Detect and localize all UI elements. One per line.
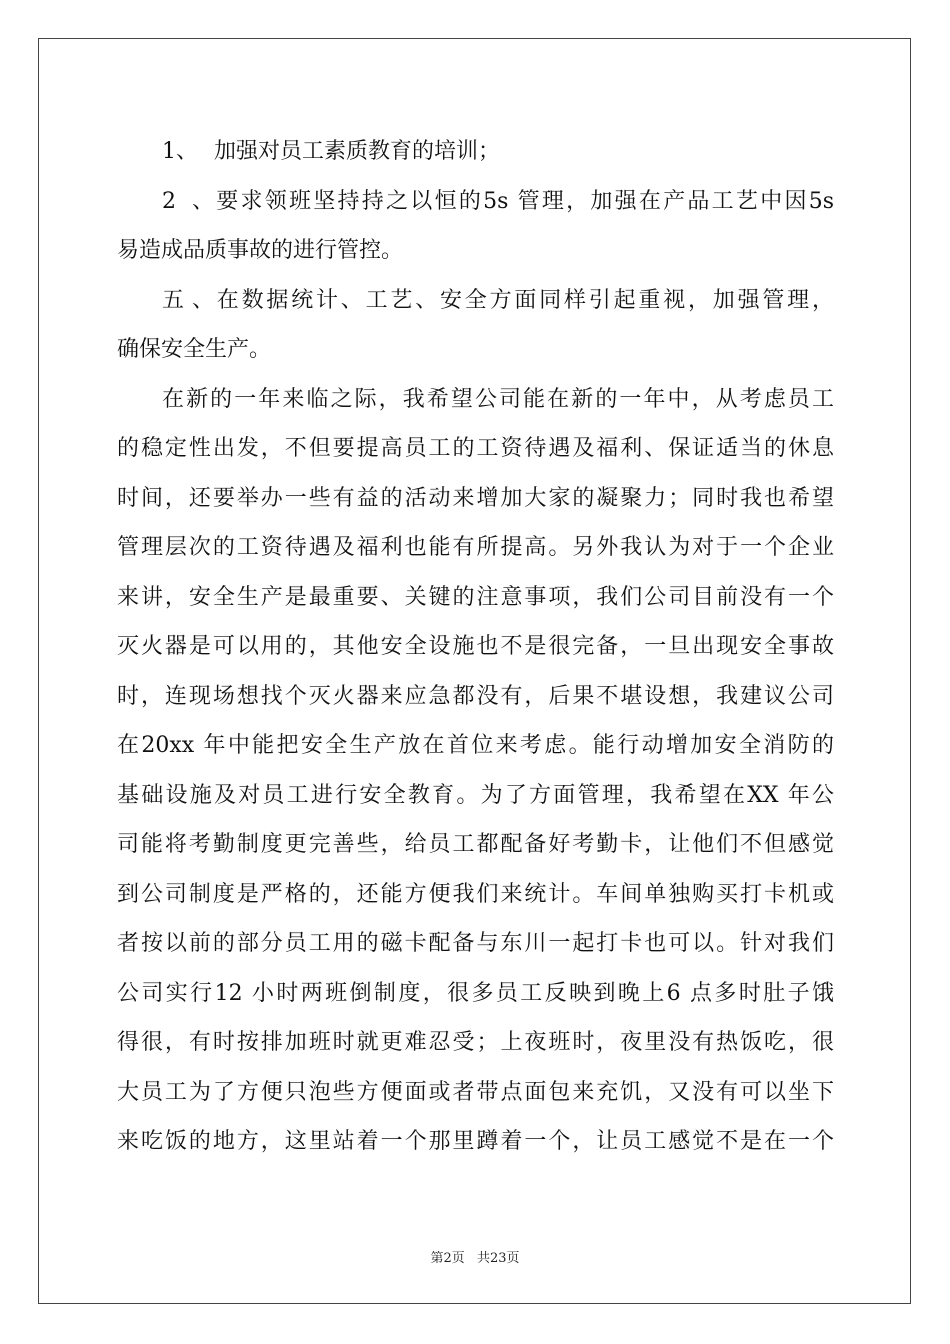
paragraph-line: 得很，有时按排加班时就更难忍受；上夜班时，夜里没有热饭吃，很 xyxy=(117,1030,834,1055)
page-total: 共23页 xyxy=(476,1251,520,1266)
paragraph-line: 到公司制度是严格的，还能方便我们来统计。车间单独购买打卡机或 xyxy=(117,881,834,907)
paragraph-line: 的稳定性出发，不但要提高员工的工资待遇及福利、保证适当的休息 xyxy=(117,436,834,461)
paragraph-line: 管理层次的工资待遇及福利也能有所提高。另外我认为对于一个企业 xyxy=(117,535,834,560)
item-number: 1、 xyxy=(162,139,198,164)
paragraph-line: 灭火器是可以用的，其他安全设施也不是很完备，一旦出现安全事故 xyxy=(117,634,834,659)
list-item-5-continued: 确保安全生产。 xyxy=(117,337,272,362)
page-number: 第2页 xyxy=(430,1251,465,1266)
paragraph-line: 公司实行12 小时两班倒制度，很多员工反映到晚上6 点多时肚子饿 xyxy=(117,980,834,1006)
paragraph-line: 在新的一年来临之际，我希望公司能在新的一年中，从考虑员工 xyxy=(162,386,834,412)
paragraph-line: 时，连现场想找个灭火器来应急都没有，后果不堪设想，我建议公司 xyxy=(117,683,834,709)
paragraph-line: 大员工为了方便只泡些方便面或者带点面包来充饥，又没有可以坐下 xyxy=(117,1079,834,1105)
item-number: 五、 xyxy=(162,287,214,313)
paragraph-line: 司能将考勤制度更完善些，给员工都配备好考勤卡，让他们不但感觉 xyxy=(117,832,834,857)
item-number: 2、 xyxy=(162,188,214,214)
list-item-5 xyxy=(117,276,834,326)
paragraph-line: 来讲，安全生产是最重要、关键的注意事项，我们公司目前没有一个 xyxy=(117,584,834,610)
item-text: 要求领班坚持持之以恒的5s 管理，加强在产品工艺中因5s xyxy=(214,188,834,214)
page-footer xyxy=(0,1247,950,1266)
document-body xyxy=(117,127,834,1167)
list-item-2-continued: 易造成品质事故的进行管控。 xyxy=(117,238,404,263)
paragraph-line: 时间，还要举办一些有益的活动来增加大家的凝聚力；同时我也希望 xyxy=(117,485,834,511)
paragraph-line: 在20xx 年中能把安全生产放在首位来考虑。能行动增加安全消防的 xyxy=(117,733,834,758)
list-item-2 xyxy=(117,177,834,227)
item-text: 加强对员工素质教育的培训； xyxy=(214,139,501,164)
paragraph-line: 者按以前的部分员工用的磁卡配备与东川一起打卡也可以。针对我们 xyxy=(117,931,834,956)
paragraph-line: 来吃饭的地方，这里站着一个那里蹲着一个，让员工感觉不是在一个 xyxy=(117,1129,834,1154)
list-item-1 xyxy=(117,127,834,177)
paragraph-line: 基础设施及对员工进行安全教育。为了方面管理，我希望在XX 年公 xyxy=(117,782,834,808)
item-text: 在数据统计、工艺、安全方面同样引起重视，加强管理， xyxy=(214,287,834,313)
